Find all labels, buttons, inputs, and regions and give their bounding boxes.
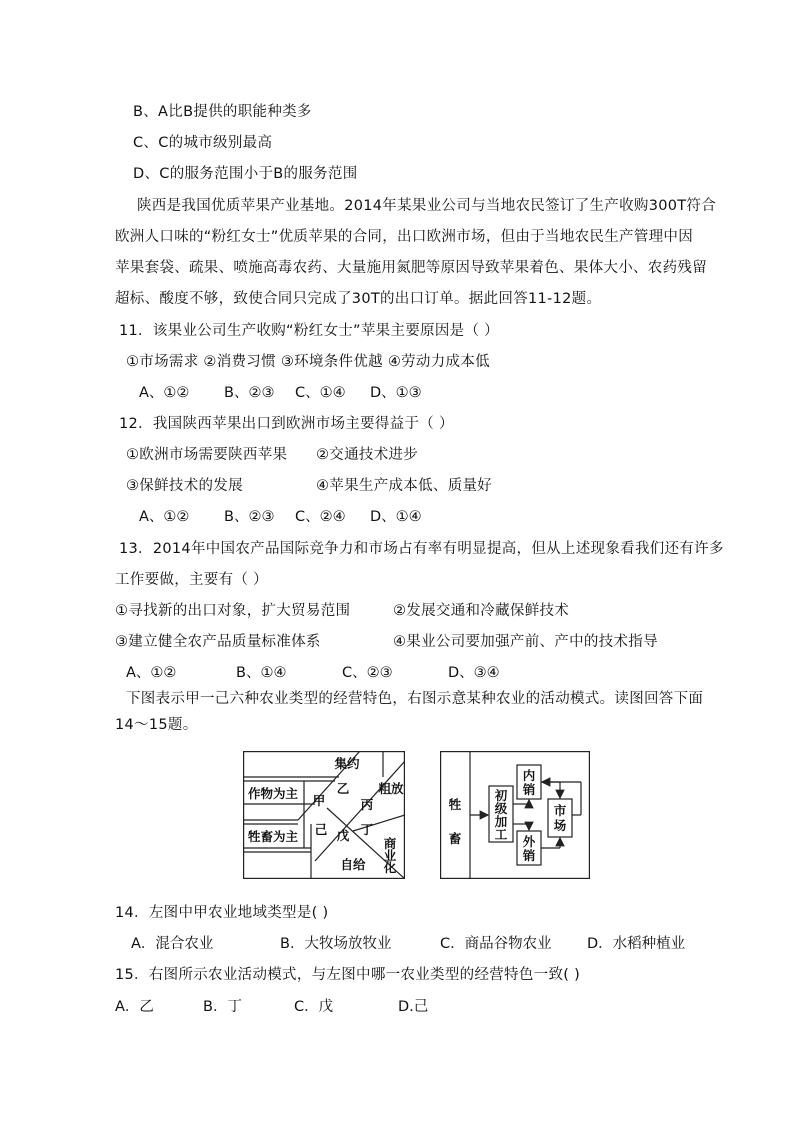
q11-option-d: D、①③ bbox=[370, 385, 422, 401]
label-market-2: 场 bbox=[553, 818, 567, 833]
label-market-1: 市 bbox=[553, 803, 567, 818]
q11-option-b: B、②③ bbox=[224, 385, 275, 401]
q14-option-b: B．大牧场放牧业 bbox=[280, 936, 392, 952]
q13-statement-3: ③建立健全农产品质量标准体系 bbox=[115, 634, 321, 650]
label-livestock-1: 牲 bbox=[448, 797, 462, 812]
q11-option-c: C、①④ bbox=[295, 385, 346, 401]
label-domestic-2: 销 bbox=[522, 782, 536, 797]
prev-option-c: C、C的城市级别最高 bbox=[133, 135, 273, 151]
q13-option-c: C、②③ bbox=[342, 665, 393, 681]
q15-option-c: C．戊 bbox=[294, 999, 334, 1015]
label-commercial-3: 化 bbox=[383, 860, 397, 875]
q15-stem: 15．右图所示农业活动模式，与左图中哪一农业类型的经营特色一致( ) bbox=[115, 967, 581, 983]
label-ji: 己 bbox=[314, 822, 328, 837]
q15-option-d: D.己 bbox=[398, 999, 429, 1015]
label-extensive: 粗放 bbox=[378, 781, 404, 796]
label-export-1: 外 bbox=[522, 834, 536, 849]
q12-option-c: C、②④ bbox=[295, 509, 346, 525]
prev-option-b: B、A比B提供的职能种类多 bbox=[133, 104, 312, 120]
q12-option-d: D、①④ bbox=[370, 509, 422, 525]
label-commercial-1: 商 bbox=[383, 836, 397, 851]
label-processing-4: 工 bbox=[494, 827, 508, 842]
label-jia: 甲 bbox=[312, 793, 326, 808]
q15-option-b: B．丁 bbox=[203, 999, 242, 1015]
label-commercial-2: 业 bbox=[383, 848, 397, 863]
q13-option-b: B、①④ bbox=[236, 665, 287, 681]
q13-statement-1: ①寻找新的出口对象，扩大贸易范围 bbox=[115, 603, 351, 619]
label-bing: 丙 bbox=[360, 797, 374, 812]
label-intensive: 集约 bbox=[334, 756, 360, 771]
q12-statement-2: ②交通技术进步 bbox=[316, 447, 419, 463]
q13-statement-4: ④果业公司要加强产前、产中的技术指导 bbox=[393, 634, 658, 650]
passage-line-2: 欧洲人口味的“粉红女士”优质苹果的合同，出口欧洲市场，但由于当地农民生产管理中因 bbox=[115, 229, 694, 245]
prev-option-d: D、C的服务范围小于B的服务范围 bbox=[133, 166, 358, 182]
q12-statement-4: ④苹果生产成本低、质量好 bbox=[316, 478, 493, 494]
agriculture-type-diagram bbox=[243, 751, 405, 879]
q14-option-a: A．混合农业 bbox=[131, 936, 214, 952]
label-wu: 戊 bbox=[336, 828, 350, 843]
diagram-intro-line-1: 下图表示甲一己六种农业类型的经营特色，右图示意某种农业的活动模式。读图回答下面 bbox=[126, 691, 704, 707]
label-export-2: 销 bbox=[522, 848, 536, 863]
q12-statement-3: ③保鲜技术的发展 bbox=[126, 478, 243, 494]
label-crop-based: 作物为主 bbox=[247, 786, 299, 801]
q14-option-c: C．商品谷物农业 bbox=[440, 936, 552, 952]
q14-stem: 14．左图中甲农业地域类型是( ) bbox=[115, 905, 329, 921]
passage-line-1: 陕西是我国优质苹果产业基地。2014年某果业公司与当地农民签订了生产收购300T符合 bbox=[137, 198, 717, 214]
q11-stem: 11．该果业公司生产收购“粉红女士”苹果主要原因是（ ） bbox=[119, 323, 499, 339]
q13-option-d: D、③④ bbox=[448, 665, 500, 681]
q13-stem-line-2: 工作要做，主要有（ ） bbox=[115, 572, 268, 588]
label-domestic-1: 内 bbox=[522, 768, 536, 783]
label-livestock-2: 畜 bbox=[448, 831, 462, 846]
q13-stem-line-1: 13．2014年中国农产品国际竞争力和市场占有率有明显提高，但从上述现象看我们还有许多 bbox=[119, 541, 724, 557]
diagram-intro-line-2: 14～15题。 bbox=[115, 717, 198, 733]
q13-option-a: A、①② bbox=[126, 665, 177, 681]
q14-option-d: D．水稻种植业 bbox=[587, 936, 686, 952]
label-yi: 乙 bbox=[336, 781, 350, 796]
q11-statements: ①市场需求 ②消费习惯 ③环境条件优越 ④劳动力成本低 bbox=[126, 354, 490, 370]
q15-option-a: A．乙 bbox=[115, 999, 154, 1015]
q12-option-a: A、①② bbox=[139, 509, 190, 525]
label-processing-2: 级 bbox=[494, 801, 508, 816]
activity-mode-diagram bbox=[440, 751, 590, 879]
q13-statement-2: ②发展交通和冷藏保鲜技术 bbox=[393, 603, 570, 619]
q12-statement-1: ①欧洲市场需要陕西苹果 bbox=[126, 447, 288, 463]
label-livestock-based: 牲畜为主 bbox=[247, 829, 299, 844]
passage-line-4: 超标、酸度不够，致使合同只完成了30T的出口订单。据此回答11-12题。 bbox=[115, 291, 602, 307]
label-ding: 丁 bbox=[360, 822, 374, 837]
label-subsistence: 自给 bbox=[340, 857, 366, 872]
passage-line-3: 苹果套袋、疏果、喷施高毒农药、大量施用氮肥等原因导致苹果着色、果体大小、农药残留 bbox=[115, 260, 707, 276]
q11-option-a: A、①② bbox=[139, 385, 190, 401]
label-processing-1: 初 bbox=[494, 788, 508, 803]
label-processing-3: 加 bbox=[494, 814, 508, 829]
q12-option-b: B、②③ bbox=[224, 509, 275, 525]
q12-stem: 12．我国陕西苹果出口到欧洲市场主要得益于（ ） bbox=[119, 416, 454, 432]
